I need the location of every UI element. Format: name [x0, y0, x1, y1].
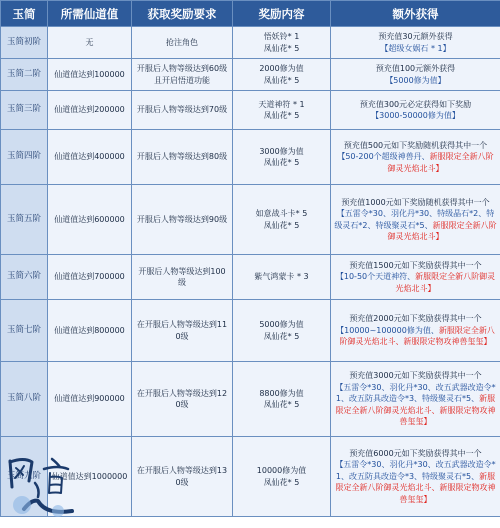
tier-cell: 玉简六阶: [1, 255, 48, 300]
requirement-cell: 在开服后人物等级达到130级: [132, 437, 233, 517]
tier-cell: 玉简九阶: [1, 437, 48, 517]
reward-cell: [233, 255, 331, 300]
table-row: [1, 362, 500, 437]
reward-line: 凤仙花* 5: [263, 111, 300, 120]
extra-cell: [331, 362, 500, 437]
extra-text: 预充值30元额外获得: [378, 32, 453, 41]
requirement-cell: 开服后人物等级达到100级: [132, 255, 233, 300]
extra-text: 预充值2000元如下奖励获得其中一个: [349, 314, 482, 324]
extra-cell: [331, 91, 500, 130]
extra-line: [334, 459, 497, 505]
extra-text: 【3000-50000修为值】: [371, 111, 460, 120]
reward-line: 凤仙花* 5: [263, 477, 300, 487]
table-body: [1, 27, 500, 517]
header-extra: 额外获得: [331, 1, 500, 27]
extra-line: [334, 43, 497, 55]
reward-line: 8800修为值: [259, 388, 304, 398]
reward-line: 凤仙花* 5: [263, 43, 300, 53]
extra-cell: [331, 59, 500, 91]
reward-line: 2000修为值: [259, 64, 304, 73]
value-cell: 仙道值达到700000: [48, 255, 132, 300]
table-row: [1, 437, 500, 517]
table-row: [1, 300, 500, 362]
extra-text: 预充值300元必定获得如下奖励: [359, 99, 472, 109]
extra-line: [334, 260, 497, 272]
extra-cell: [331, 437, 500, 517]
tier-cell: 玉简五阶: [1, 185, 48, 255]
reward-line: 凤仙花* 5: [263, 220, 300, 230]
requirement-cell: 开服后人物等级达到70级: [132, 91, 233, 130]
header-reward: 奖励内容: [233, 1, 331, 27]
table-row: [1, 130, 500, 185]
reward-line: 凤仙花* 5: [263, 400, 300, 409]
extra-line: [334, 325, 497, 348]
requirement-cell: 开服后人物等级达到90级: [132, 185, 233, 255]
tier-cell: 玉简三阶: [1, 91, 48, 130]
reward-cell: [233, 91, 331, 130]
reward-line: 凤仙花* 5: [263, 75, 300, 85]
reward-line: 凤仙花* 5: [263, 331, 300, 341]
extra-cell: [331, 27, 500, 59]
extra-text: 预充值6000元如下奖励获得其中一个: [349, 448, 482, 458]
requirement-cell: 开服后人物等级达到80级: [132, 130, 233, 185]
tier-cell: 玉简初阶: [1, 27, 48, 59]
value-cell: 仙道值达到900000: [48, 362, 132, 437]
reward-line: 10000修为值: [256, 466, 307, 475]
requirement-cell: 开服后人物等级达到60级且开启悟道功能: [132, 59, 233, 91]
extra-line: [334, 448, 497, 460]
reward-cell: [233, 185, 331, 255]
reward-cell: [233, 59, 331, 91]
extra-cell: [331, 185, 500, 255]
value-cell: 仙道值达到600000: [48, 185, 132, 255]
value-cell: 无: [48, 27, 132, 59]
extra-line: [334, 271, 497, 294]
value-cell: 仙道值达到800000: [48, 300, 132, 362]
extra-line: [334, 140, 497, 152]
extra-line: [334, 99, 497, 111]
requirement-cell: 在开服后人物等级达到120级: [132, 362, 233, 437]
reward-line: 天道神符 * 1: [258, 99, 305, 109]
extra-cell: [331, 130, 500, 185]
reward-line: 3000修为值: [259, 146, 304, 156]
reward-line: 5000修为值: [259, 320, 304, 329]
extra-highlight-text: 新服限定全新八阶御灵光焰北斗】: [395, 272, 496, 293]
extra-text: 预充值1000元如下奖励随机获得其中一个: [341, 197, 490, 207]
tier-cell: 玉简七阶: [1, 300, 48, 362]
extra-line: [334, 382, 497, 428]
extra-line: [334, 110, 497, 122]
table-row: [1, 59, 500, 91]
reward-cell: [233, 437, 331, 517]
requirement-cell: 在开服后人物等级达到110级: [132, 300, 233, 362]
extra-text: 预充值3000元如下奖励获得其中一个: [349, 371, 482, 381]
value-cell: 仙道值达到400000: [48, 130, 132, 185]
value-cell: 仙道值达到100000: [48, 59, 132, 91]
value-cell: 仙道值达到1000000: [48, 437, 132, 517]
tier-cell: 玉简二阶: [1, 59, 48, 91]
extra-text: 【50-200个超级神兽丹、: [337, 152, 430, 162]
extra-text: 【5000修为值】: [385, 75, 446, 85]
reward-cell: [233, 362, 331, 437]
requirement-cell: 抢注角色: [132, 27, 233, 59]
extra-line: [334, 313, 497, 325]
extra-cell: [331, 255, 500, 300]
extra-line: [334, 75, 497, 87]
table-row: [1, 255, 500, 300]
extra-text: 预充值100元额外获得: [375, 64, 456, 73]
extra-text: 预充值1500元如下奖励获得其中一个: [349, 260, 482, 270]
reward-line: 如意战斗卡* 5: [255, 209, 308, 218]
reward-cell: [233, 130, 331, 185]
extra-text: 【五雷令*30、羽化丹*30、改五武器改造令*1、改五防具改造令*3、特级聚灵石*5、: [335, 382, 496, 404]
extra-highlight-text: 新服限定全新八阶御灵光焰北斗、新服限定物攻神兽玺玺】: [339, 325, 495, 347]
table-header: [1, 1, 500, 27]
extra-cell: [331, 300, 500, 362]
extra-line: [334, 208, 497, 243]
tier-cell: 玉简八阶: [1, 362, 48, 437]
extra-highlight-text: 新服限定全新八阶御灵光焰北斗】: [387, 152, 494, 173]
extra-line: [334, 63, 497, 75]
header-requirement: 获取奖励要求: [132, 1, 233, 27]
extra-line: [334, 151, 497, 174]
header-tier: 玉简: [1, 1, 48, 27]
table-row: [1, 91, 500, 130]
reward-line: 凤仙花* 5: [263, 158, 300, 167]
table-row: [1, 185, 500, 255]
reward-cell: [233, 300, 331, 362]
header-value: 所需仙道值: [48, 1, 132, 27]
extra-highlight-text: 新服限定全新八阶御灵光焰北斗】: [387, 220, 497, 241]
extra-text: 【10000~100000修为值、: [336, 325, 439, 335]
extra-text: 【五雷令*30、羽化丹*30、改五武器改造令*1、改五防具改造令*3、特级聚灵石*5、: [335, 460, 496, 481]
extra-highlight-text: 新服限定全新八阶御灵光焰北斗、新服限定物攻神兽玺玺】: [335, 394, 496, 427]
tier-cell: 玉简四阶: [1, 130, 48, 185]
reward-line: 悟妖铃* 1: [263, 32, 300, 41]
extra-text: 【五雷令*30、羽化丹*30、特级晶石*2、特级灵石*2、特级聚灵石*5、: [334, 209, 495, 230]
extra-text: 【超级女娲石 * 1】: [380, 43, 451, 53]
extra-line: [334, 370, 497, 382]
extra-highlight-text: 新服限定全新八阶御灵光焰北斗、新服限定物攻神兽玺玺】: [335, 471, 496, 504]
table-row: [1, 27, 500, 59]
reward-line: 紫气鸿蒙卡 * 3: [254, 272, 309, 282]
extra-line: [334, 197, 497, 209]
extra-text: 【10-50个天道神符、: [335, 272, 416, 282]
extra-line: [334, 31, 497, 43]
extra-text: 预充值500元如下奖励随机获得其中一个: [343, 140, 488, 150]
reward-cell: [233, 27, 331, 59]
value-cell: 仙道值达到200000: [48, 91, 132, 130]
